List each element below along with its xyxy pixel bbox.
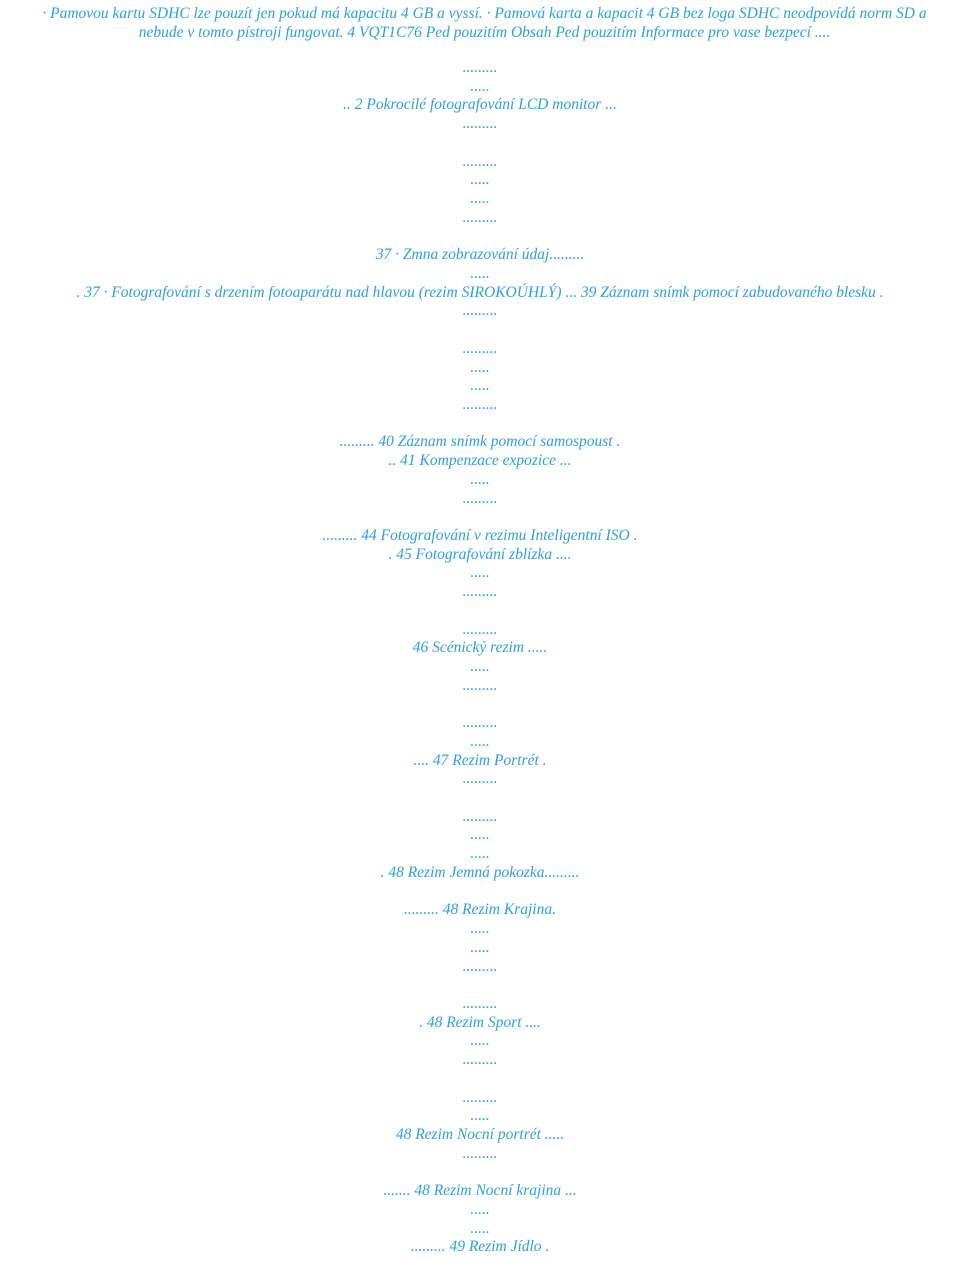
toc-line (0, 695, 960, 714)
toc-line: ..... (470, 377, 490, 395)
table-of-contents (0, 59, 960, 1257)
toc-line (0, 134, 960, 153)
toc-line: ......... (462, 208, 498, 226)
toc-line: . 48 Rezim Jemná pokozka......... (380, 863, 580, 881)
toc-line (0, 227, 960, 246)
toc-line: ..... (470, 938, 490, 956)
toc-line: ......... (462, 302, 498, 320)
toc-line: ......... 49 Rezim Jídlo . (410, 1238, 550, 1256)
toc-line (0, 508, 960, 527)
toc-line: ..... (470, 190, 490, 208)
toc-line: ......... (462, 339, 498, 357)
toc-line: ..... (470, 1200, 490, 1218)
toc-line: ......... (462, 620, 498, 638)
toc-line: ......... 48 Rezim Krajina. (404, 901, 556, 919)
toc-line: ..... (470, 826, 490, 844)
toc-line: ......... (462, 714, 498, 732)
toc-line: ....... 48 Rezim Nocní krajina ... (383, 1182, 577, 1200)
toc-line (0, 321, 960, 340)
toc-line (0, 976, 960, 995)
toc-line (0, 1163, 960, 1182)
toc-line: ..... (470, 564, 490, 582)
toc-line: ..... (470, 920, 490, 938)
toc-line: . 37 · Fotografování s drzením fotoaparátu nad hlavou (rezim SIROKOÚHLÝ) ... 39 Záznam snímk pomocí zabudovaného blesku . (76, 283, 884, 301)
toc-line: ..... (470, 732, 490, 750)
toc-line: ......... (462, 395, 498, 413)
toc-line: ......... (462, 676, 498, 694)
intro-paragraph: · Pamovou kartu SDHC lze pouzít jen pokud má kapacitu 4 GB a vyssí. · Pamová karta a kapacit 4 GB bez loga SDHC neodpovídá norm SD a nebude v tomto pístroji fungovat. 4 VQT1C76 Ped pouzitím Obsah Ped pouzitím Informace pro vase bezpecí .... (42, 5, 927, 41)
toc-line: 46 Scénický rezim ..... (412, 639, 548, 657)
toc-line: ......... 44 Fotografování v rezimu Inteligentní ISO . (322, 526, 638, 544)
toc-line: .. 41 Kompenzace expozice ... (388, 452, 572, 470)
toc-line: ..... (470, 77, 490, 95)
toc-line: . 48 Rezim Sport .... (419, 1013, 541, 1031)
toc-line: ......... (462, 994, 498, 1012)
toc-line: . 45 Fotografování zblízka .... (388, 545, 572, 563)
toc-line: ......... 40 Záznam snímk pomocí samospoust . (339, 433, 621, 451)
toc-line (0, 415, 960, 434)
toc-line (0, 789, 960, 808)
toc-line: ..... (470, 1032, 490, 1050)
toc-line (0, 1070, 960, 1089)
toc-line: ......... (462, 957, 498, 975)
toc-line: 48 Rezim Nocní portrét ..... (395, 1125, 565, 1143)
toc-line: 37 · Zmna zobrazování údaj......... (375, 246, 585, 264)
toc-line: ..... (470, 470, 490, 488)
toc-line: .... 47 Rezim Portrét . (413, 751, 547, 769)
toc-line: ..... (470, 1219, 490, 1237)
toc-line: ..... (470, 171, 490, 189)
toc-line: ..... (470, 264, 490, 282)
toc-line: ......... (462, 489, 498, 507)
toc-line: ..... (470, 658, 490, 675)
toc-line (0, 883, 960, 902)
toc-line: ......... (462, 807, 498, 825)
toc-line: ......... (462, 152, 498, 170)
toc-line: ......... (462, 1088, 498, 1106)
toc-line: ..... (470, 358, 490, 376)
toc-line: ......... (462, 115, 498, 133)
toc-line: ......... (462, 770, 498, 788)
toc-line: ..... (470, 1107, 490, 1125)
toc-line: ..... (470, 845, 490, 863)
toc-line: ......... (462, 1051, 498, 1069)
toc-line: ......... (462, 59, 498, 76)
toc-line (0, 602, 960, 621)
toc-line: ......... (462, 1144, 498, 1162)
toc-line: .. 2 Pokrocilé fotografování LCD monitor ... (343, 96, 617, 114)
toc-line: ......... (462, 583, 498, 601)
